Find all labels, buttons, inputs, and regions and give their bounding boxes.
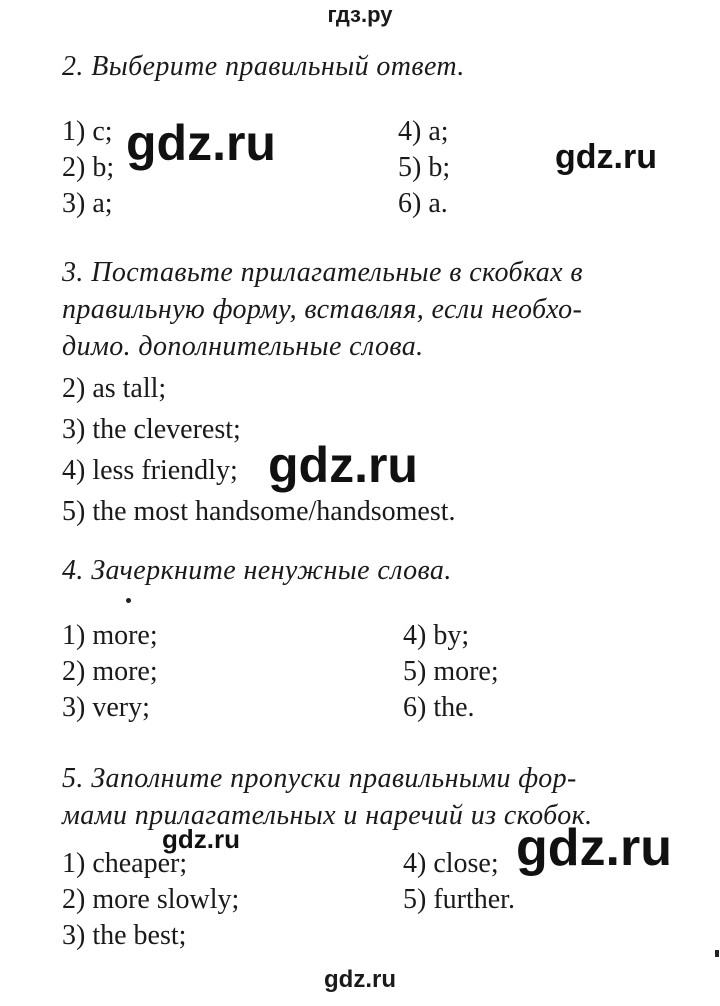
answer-item: 3) the best; <box>62 920 187 951</box>
answer-item: 2) b; <box>62 152 115 183</box>
answer-item: 1) more; <box>62 620 158 651</box>
watermark-logo: gdz.ru <box>126 115 276 171</box>
answer-item: 4) close; <box>403 848 499 879</box>
watermark-logo: gdz.ru <box>268 437 418 493</box>
site-header: гдз.ру <box>327 2 393 27</box>
task-2-heading <box>62 48 465 85</box>
answer-item: 6) a. <box>398 188 448 219</box>
answer-item: 5) b; <box>398 152 451 183</box>
task-5-heading-line: 5. Заполните пропуски правильными фор- <box>62 763 577 794</box>
answer-item: 1) c; <box>62 116 113 147</box>
answer-item: 5) more; <box>403 656 499 687</box>
answer-item: 3) very; <box>62 692 150 723</box>
task-3-heading-line: правильную форму, вставляя, если необхо- <box>62 294 583 325</box>
task-2-heading-line: 2. Выберите правильный ответ. <box>62 51 465 82</box>
task-2-answers-left <box>62 114 114 222</box>
task-4-heading <box>62 552 452 589</box>
answer-item: 6) the. <box>403 692 475 723</box>
answer-item: 4) less friendly; <box>62 455 238 486</box>
task-5-answers-left <box>62 846 239 954</box>
task-4-answers-left <box>62 618 158 726</box>
answer-item: 3) the cleverest; <box>62 414 241 445</box>
site-footer: gdz.ru <box>324 966 396 993</box>
answer-item: 2) more slowly; <box>62 884 240 915</box>
stray-dot <box>126 598 131 603</box>
task-3-heading-line: 3. Поставьте прилагательные в скобках в <box>62 257 583 288</box>
task-3-heading <box>62 254 583 365</box>
task-4-answers-right <box>403 618 499 726</box>
watermark-logo: gdz.ru <box>516 819 672 877</box>
task-5-heading <box>62 760 593 834</box>
task-5-heading-line: мами прилагательных и наречий из скобок. <box>62 800 593 831</box>
task-4-heading-line: 4. Зачеркните ненужные слова. <box>62 555 452 586</box>
watermark-logo: gdz.ru <box>162 824 240 854</box>
answer-item: 2) as tall; <box>62 373 167 404</box>
watermark-logo: gdz.ru <box>555 138 657 176</box>
answer-item: 3) a; <box>62 188 113 219</box>
task-5-answers-right <box>403 846 515 918</box>
task-2-answers-right <box>398 114 450 222</box>
task-3-heading-line: димо. дополнительные слова. <box>62 331 424 362</box>
answer-item: 5) the most handsome/handsomest. <box>62 496 456 527</box>
answer-item: 5) further. <box>403 884 515 915</box>
answer-item: 2) more; <box>62 656 158 687</box>
answer-item: 4) by; <box>403 620 470 651</box>
page-edge-mark <box>715 950 719 957</box>
answer-item: 4) a; <box>398 116 449 147</box>
answer-item: 1) cheaper; <box>62 848 188 879</box>
